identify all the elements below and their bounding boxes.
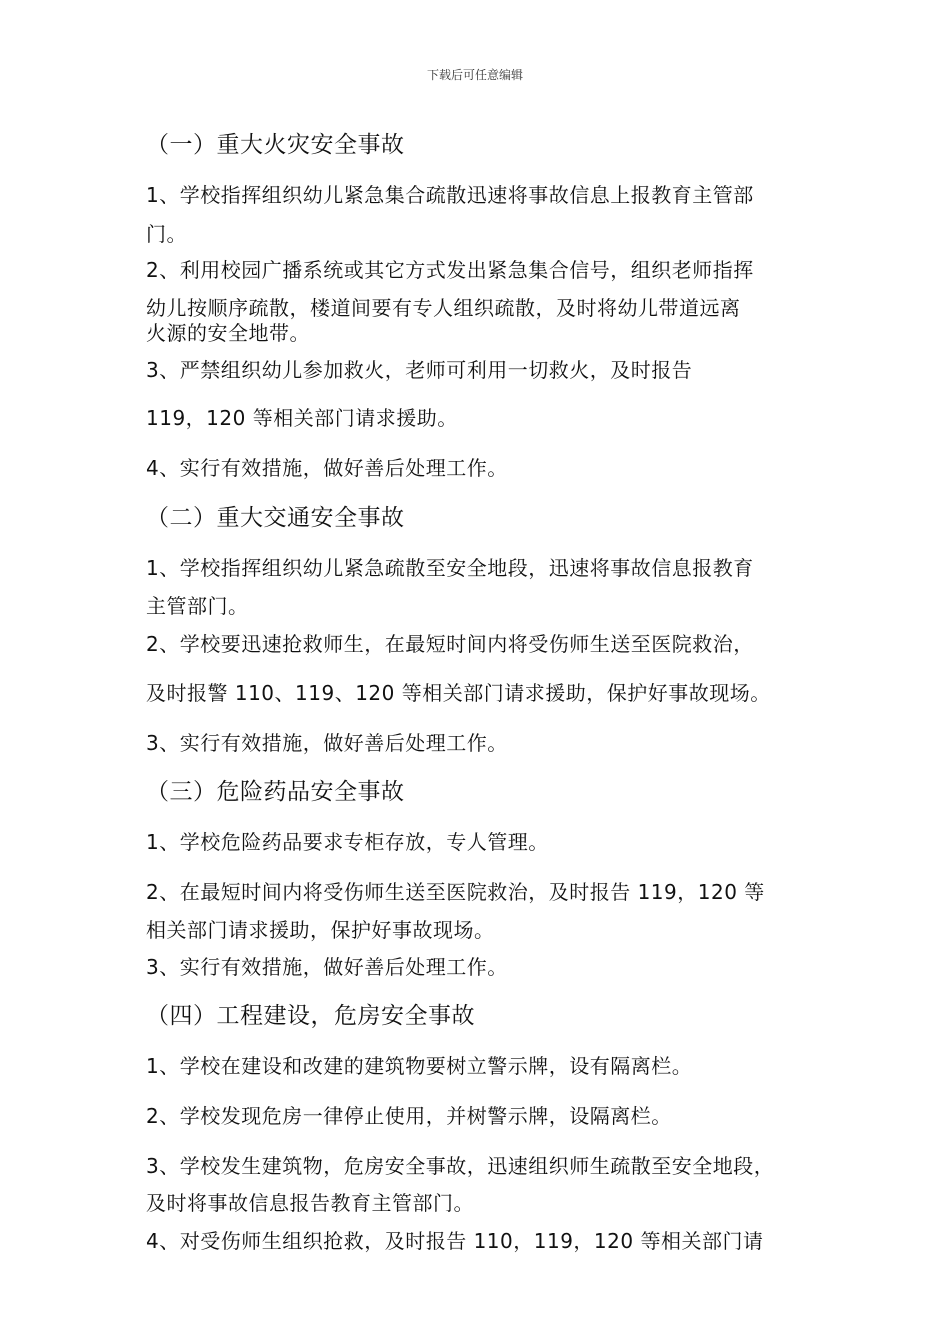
paragraph-line: 3、严禁组织幼儿参加救火，老师可利用一切救火，及时报告: [146, 358, 693, 382]
paragraph-line: 3、实行有效措施，做好善后处理工作。: [146, 955, 508, 979]
header-note: 下载后可任意编辑: [426, 68, 523, 82]
paragraph-line: 4、对受伤师生组织抢救，及时报告 110，119，120 等相关部门请: [146, 1229, 764, 1253]
section-heading: （四）工程建设，危房安全事故: [146, 1003, 475, 1029]
section-heading: （三）危险药品安全事故: [146, 779, 405, 805]
paragraph-line: 119，120 等相关部门请求援助。: [146, 406, 458, 430]
paragraph-line: 火源的安全地带。: [146, 321, 310, 345]
paragraph-line: 3、实行有效措施，做好善后处理工作。: [146, 731, 508, 755]
paragraph-line: 2、在最短时间内将受伤师生送至医院救治，及时报告 119，120 等: [146, 880, 765, 904]
paragraph-line: 1、学校在建设和改建的建筑物要树立警示牌，设有隔离栏。: [146, 1054, 693, 1078]
paragraph-line: 3、学校发生建筑物，危房安全事故，迅速组织师生疏散至安全地段，: [146, 1154, 775, 1178]
paragraph-line: 及时报警 110、119、120 等相关部门请求援助，保护好事故现场。: [146, 681, 771, 705]
section-heading: （二）重大交通安全事故: [146, 505, 405, 531]
section-heading: （一）重大火灾安全事故: [146, 132, 405, 158]
paragraph-line: 1、学校指挥组织幼儿紧急集合疏散迅速将事故信息上报教育主管部: [146, 183, 754, 207]
paragraph-line: 1、学校危险药品要求专柜存放，专人管理。: [146, 830, 549, 854]
paragraph-line: 相关部门请求援助，保护好事故现场。: [146, 918, 495, 942]
paragraph-line: 主管部门。: [146, 594, 249, 618]
paragraph-line: 及时将事故信息报告教育主管部门。: [146, 1191, 474, 1215]
paragraph-line: 4、实行有效措施，做好善后处理工作。: [146, 456, 508, 480]
paragraph-line: 2、学校发现危房一律停止使用，并树警示牌，设隔离栏。: [146, 1104, 672, 1128]
paragraph-line: 门。: [146, 222, 187, 246]
paragraph-line: 1、学校指挥组织幼儿紧急疏散至安全地段，迅速将事故信息报教育: [146, 556, 754, 580]
paragraph-line: 2、利用校园广播系统或其它方式发出紧急集合信号，组织老师指挥: [146, 258, 754, 282]
paragraph-line: 幼儿按顺序疏散，楼道间要有专人组织疏散，及时将幼儿带道远离: [146, 296, 741, 320]
paragraph-line: 2、学校要迅速抢救师生，在最短时间内将受伤师生送至医院救治，: [146, 632, 754, 656]
